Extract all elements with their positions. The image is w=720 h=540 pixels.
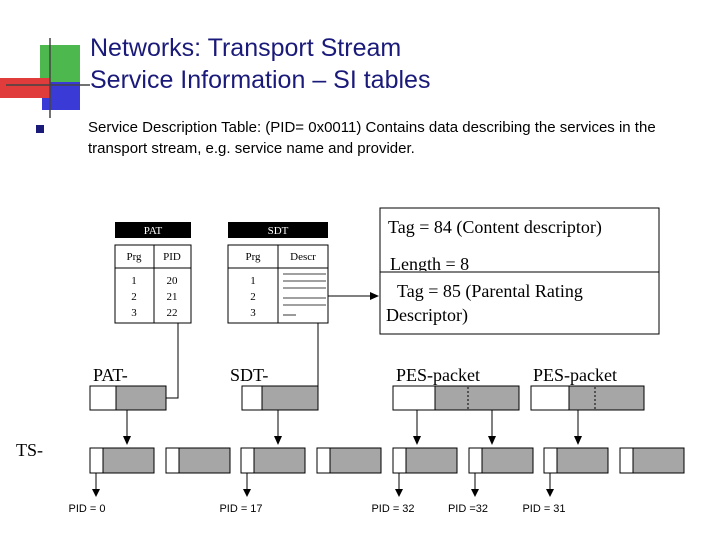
- descriptor-tag-84: Tag = 84 (Content descriptor): [388, 217, 602, 237]
- title-line-1: Networks: Transport Stream: [90, 34, 402, 62]
- descriptor-length: Length = 8: [390, 254, 470, 274]
- packet-to-ts-arrowheads: [123, 436, 582, 445]
- descr-arrow: [328, 292, 379, 300]
- descriptor-tag-85-line-1: Tag = 85 (Parental Rating: [397, 281, 583, 301]
- pat-pid-1: 20: [166, 275, 178, 287]
- title-line-2: Service Information – SI tables: [90, 66, 431, 94]
- sdt-col-prg: Prg: [245, 251, 261, 263]
- pes-packet-label-1: PES-packet: [396, 365, 480, 385]
- pat-packet-label: PAT-: [93, 365, 128, 385]
- pat-prg-3: 3: [131, 307, 137, 319]
- pid-label-0: PID = 0: [68, 503, 106, 515]
- pat-pid-2: 21: [166, 291, 178, 303]
- pat-header: PAT: [143, 225, 163, 237]
- descriptor-box: [380, 208, 659, 334]
- ts-label: TS-: [16, 440, 43, 460]
- sdt-header: SDT: [267, 225, 289, 237]
- sdt-descr-lines: [283, 274, 326, 315]
- pat-pid-3: 22: [166, 307, 178, 319]
- pat-col-prg: Prg: [126, 251, 142, 263]
- sdt-prg-2: 2: [250, 291, 256, 303]
- pid-label-17: PID = 17: [219, 503, 263, 515]
- bullet-text: Service Description Table: (PID= 0x0011) Contains data describing the services in the transport stream, e.g. service name and provider.: [88, 119, 656, 157]
- ts-row: [90, 448, 684, 473]
- pes-packet-label-2: PES-packet: [533, 365, 617, 385]
- descriptor-tag-85-line-2: Descriptor): [386, 305, 468, 325]
- ts-to-pid-arrowheads: [92, 489, 554, 497]
- pat-prg-1: 1: [131, 275, 137, 287]
- pat-prg-2: 2: [131, 291, 137, 303]
- pat-col-pid: PID: [163, 251, 181, 263]
- pid-label-32b: PID =32: [447, 503, 489, 515]
- pid-label-31: PID = 31: [522, 503, 566, 515]
- pat-table: [115, 222, 191, 323]
- sdt-col-descr: Descr: [290, 251, 316, 263]
- ts-to-pid-arrows: [96, 473, 550, 490]
- sdt-table: [228, 222, 328, 323]
- sdt-prg-3: 3: [250, 307, 256, 319]
- pid-label-32: PID = 32: [371, 503, 415, 515]
- sdt-packet-label: SDT-: [230, 365, 269, 385]
- sdt-prg-1: 1: [250, 275, 256, 287]
- packet-to-ts-arrows: [127, 410, 578, 437]
